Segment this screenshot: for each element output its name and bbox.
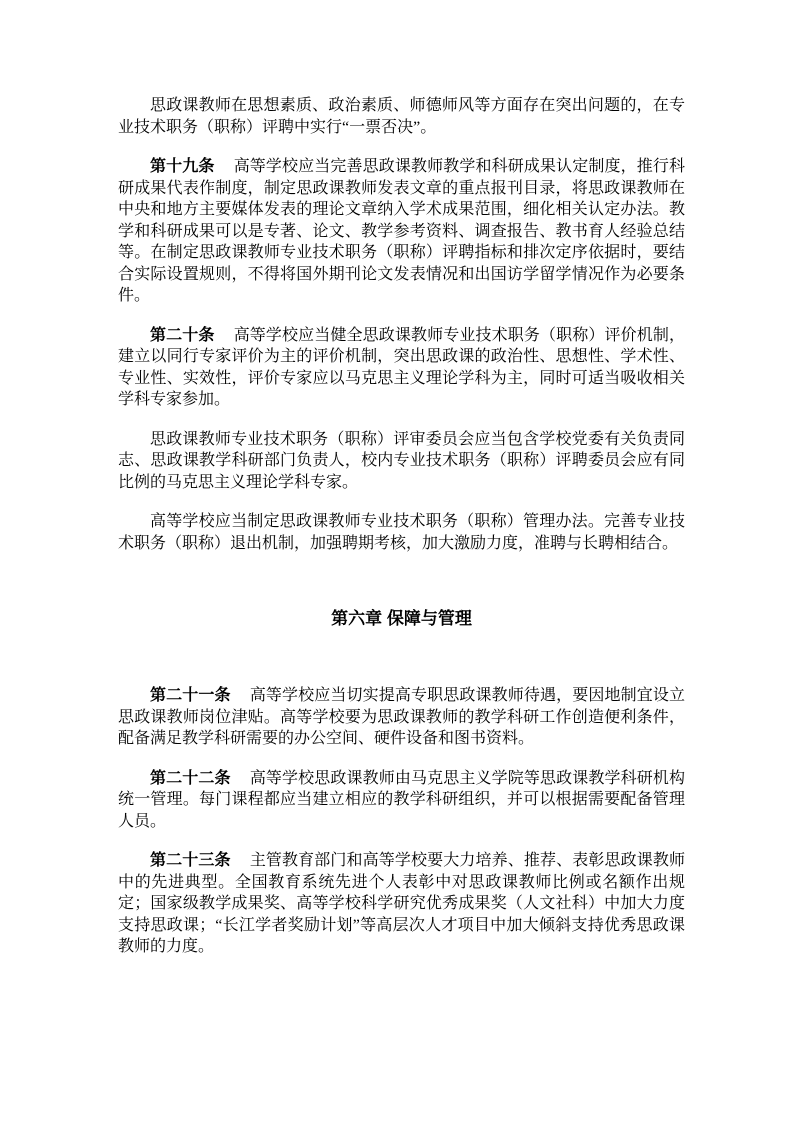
- article-23-text: 主管教育部门和高等学校要大力培养、推荐、表彰思政课教师中的先进典型。全国教育系统先进个人表彰中对思政课教师比例或名额作出规定；国家级教学成果奖、高等学校科学研究优秀成果奖（人文社科）中加大力度支持思政课；“长江学者奖励计划”等高层次人才项目中加大倾斜支持优秀思政课教师的力度。: [118, 852, 685, 955]
- article-19-text: 高等学校应当完善思政课教师教学和科研成果认定制度，推行科研成果代表作制度，制定思政课教师发表文章的重点报刊目录，将思政课教师在中央和地方主要媒体发表的理论文章纳入学术成果范围，细化相关认定办法。教学和科研成果可以是专著、论文、教学参考资料、调查报告、教书育人经验总结等。在制定思政课教师专业技术职务（职称）评聘指标和排次定序依据时，要结合实际设置规则，不得将国外期刊论文发表情况和出国访学留学情况作为必要条件。: [118, 158, 685, 304]
- article-20-management-text: 高等学校应当制定思政课教师专业技术职务（职称）管理办法。完善专业技术职务（职称）退出机制，加强聘期考核，加大激励力度，准聘与长聘相结合。: [118, 513, 685, 552]
- para-article-22: [118, 768, 685, 833]
- para-article-23: [118, 850, 685, 958]
- article-20-committee-text: 思政课教师专业技术职务（职称）评审委员会应当包含学校党委有关负责同志、思政课教学科研部门负责人，校内专业技术职务（职称）评聘委员会应有同比例的马克思主义理论学科专家。: [118, 430, 685, 491]
- para-one-vote-veto: [118, 95, 685, 138]
- article-19-label: 第十九条: [150, 158, 215, 175]
- article-21-label: 第二十一条: [150, 687, 231, 704]
- para-article-21: [118, 685, 685, 750]
- article-20-label: 第二十条: [150, 326, 215, 344]
- para-article-20: [118, 325, 685, 411]
- article-22-text: 高等学校思政课教师由马克思主义学院等思政课教学科研机构统一管理。每门课程都应当建立相应的教学科研组织，并可以根据需要配备管理人员。: [118, 769, 685, 830]
- para-article-19: [118, 156, 685, 307]
- para-article-20-management: [118, 511, 685, 554]
- para-one-vote-veto-text: 思政课教师在思想素质、政治素质、师德师风等方面存在突出问题的，在专业技术职务（职称）评聘中实行“一票否决”。: [118, 97, 685, 136]
- article-20-text: 高等学校应当健全思政课教师专业技术职务（职称）评价机制，建立以同行专家评价为主的评价机制，突出思政课的政治性、思想性、学术性、专业性、实效性，评价专家应以马克思主义理论学科为主，同时可适当吸收相关学科专家参加。: [118, 326, 685, 408]
- article-21-text: 高等学校应当切实提高专职思政课教师待遇，要因地制宜设立思政课教师岗位津贴。高等学校要为思政课教师的教学科研工作创造便利条件，配备满足教学科研需要的办公空间、硬件设备和图书资料。: [118, 687, 685, 747]
- article-22-label: 第二十二条: [150, 769, 231, 787]
- article-23-label: 第二十三条: [150, 852, 231, 869]
- chapter-6-heading: 第六章 保障与管理: [331, 609, 472, 628]
- para-article-20-committee: [118, 429, 685, 494]
